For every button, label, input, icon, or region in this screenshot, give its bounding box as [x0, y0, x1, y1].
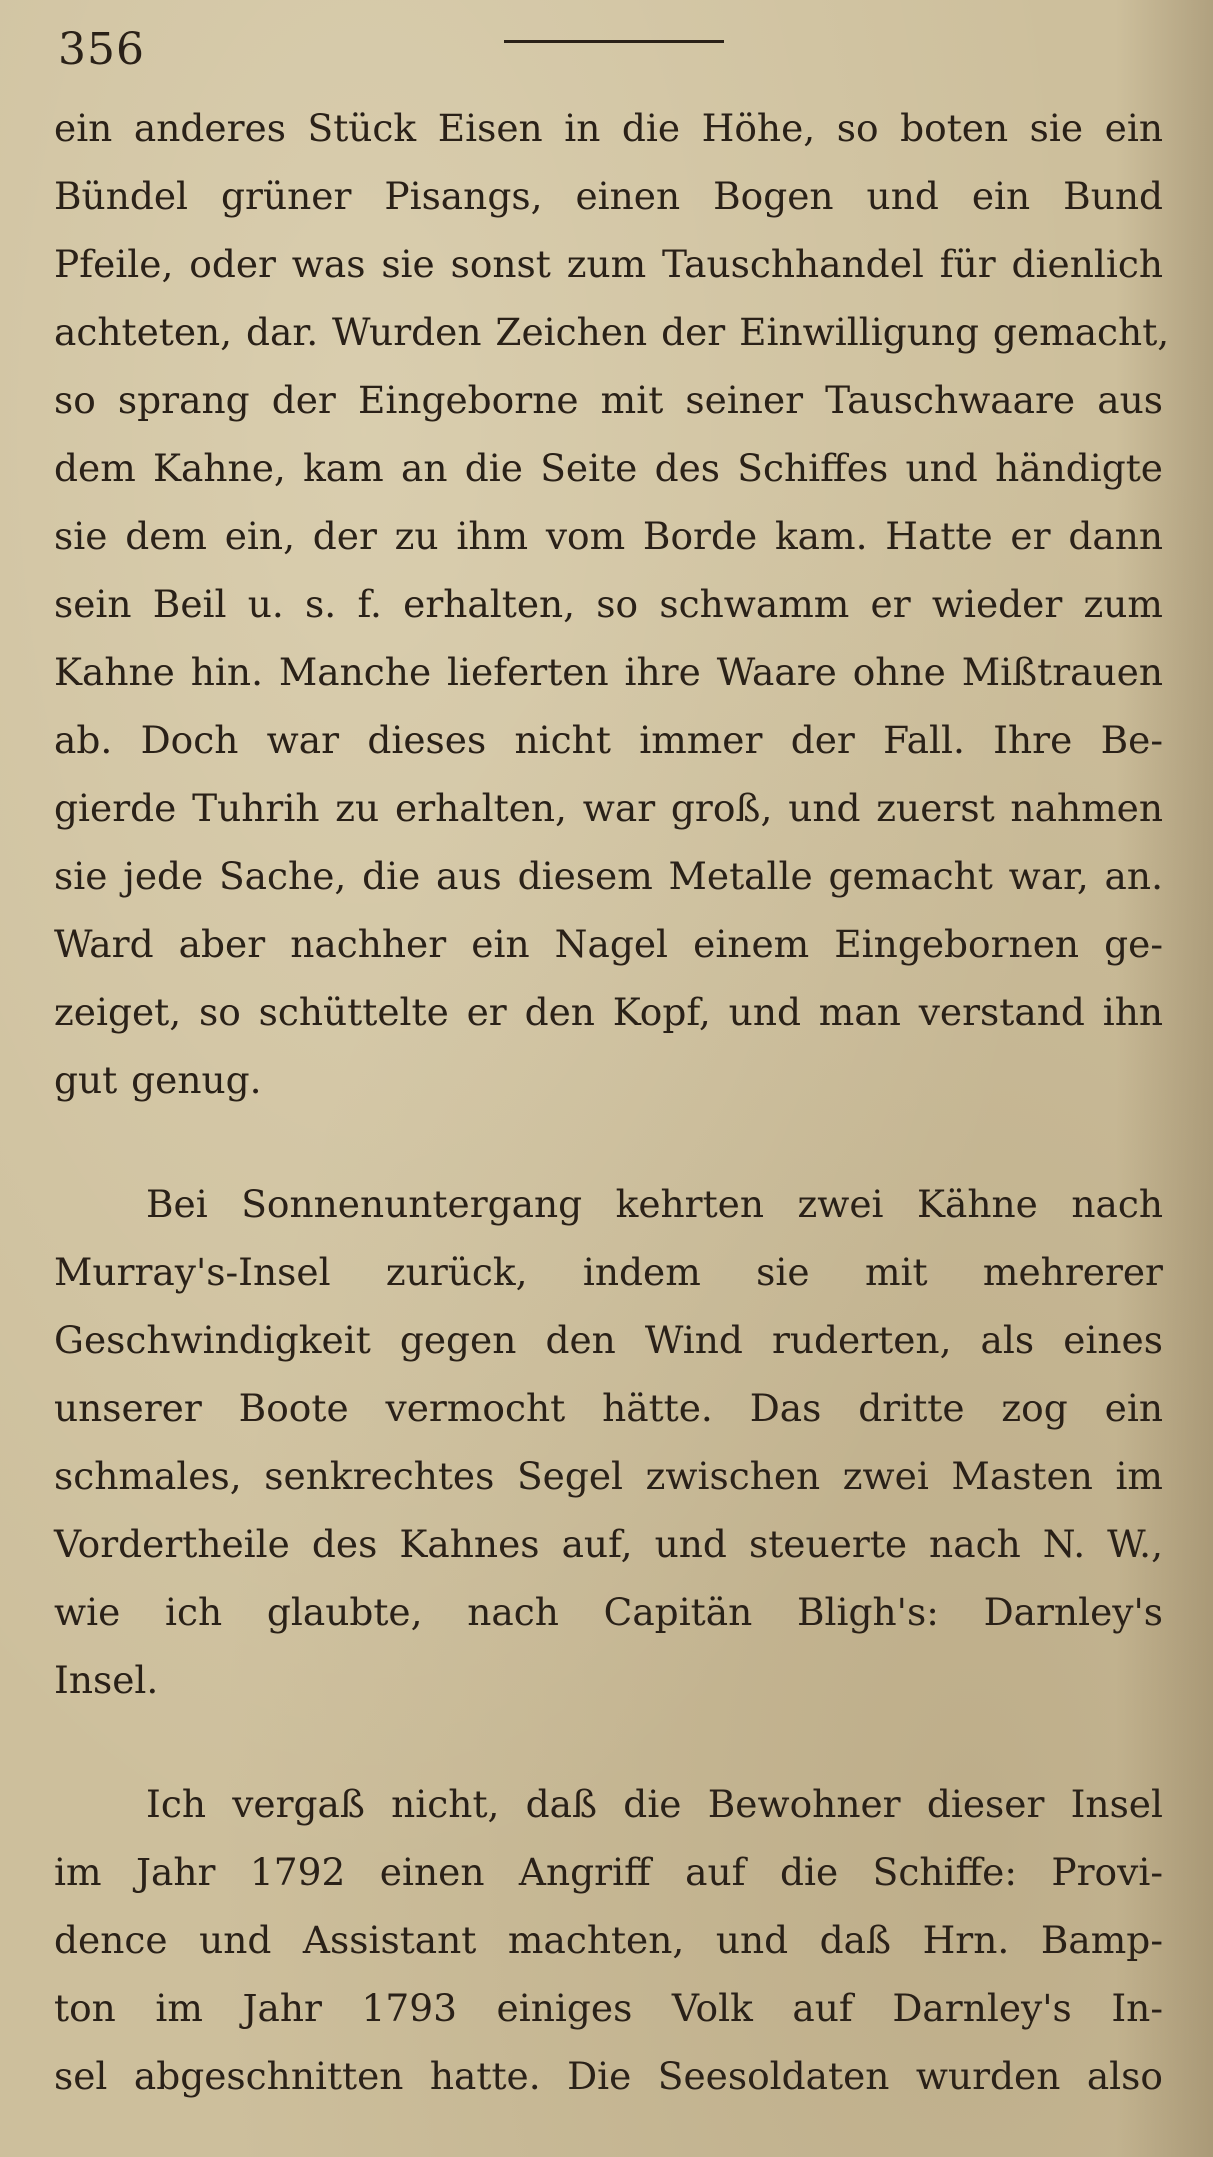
text-line: ein anderes Stück Eisen in die Höhe, so boten sie ein	[54, 106, 1163, 150]
text-line: dem Kahne, kam an die Seite des Schiffes und händigte	[54, 446, 1163, 490]
text-line: Bei Sonnenuntergang kehrten zwei Kähne nach	[146, 1182, 1163, 1226]
text-line: gut genug.	[54, 1058, 262, 1102]
header-rule	[504, 40, 724, 43]
page-number: 356	[58, 24, 145, 75]
text-line: sie dem ein, der zu ihm vom Borde kam. Hatte er dann	[54, 514, 1163, 558]
text-line: dence und Assistant machten, und daß Hrn. Bamp-	[54, 1918, 1163, 1962]
text-line: gierde Tuhrih zu erhalten, war groß, und zuerst nahmen	[54, 786, 1163, 830]
text-line: im Jahr 1792 einen Angriff auf die Schiffe: Provi-	[54, 1850, 1163, 1894]
page-header	[54, 14, 1163, 76]
paragraph-2	[54, 1170, 1163, 1714]
text-line: ab. Doch war dieses nicht immer der Fall. Ihre Be-	[54, 718, 1163, 762]
text-line: unserer Boote vermocht hätte. Das dritte zog ein	[54, 1386, 1163, 1430]
text-line: so sprang der Eingeborne mit seiner Tauschwaare aus	[54, 378, 1163, 422]
paragraph-3	[54, 1770, 1163, 2110]
text-line: ton im Jahr 1793 einiges Volk auf Darnley's In-	[54, 1986, 1163, 2030]
text-line: Ich vergaß nicht, daß die Bewohner dieser Insel	[146, 1782, 1163, 1826]
text-line: Vordertheile des Kahnes auf, und steuerte nach N. W.,	[54, 1522, 1163, 1566]
text-line: Ward aber nachher ein Nagel einem Eingebornen ge-	[54, 922, 1163, 966]
text-line: wie ich glaubte, nach Capitän Bligh's: Darnley's	[54, 1590, 1163, 1634]
paragraph-1	[54, 94, 1170, 1114]
body-text	[54, 94, 1170, 2110]
text-line: achteten, dar. Wurden Zeichen der Einwilligung gemacht,	[54, 310, 1170, 354]
text-line: sel abgeschnitten hatte. Die Seesoldaten wurden also	[54, 2054, 1163, 2098]
text-line: Kahne hin. Manche lieferten ihre Waare ohne Mißtrauen	[54, 650, 1163, 694]
text-line: zeiget, so schüttelte er den Kopf, und man verstand ihn	[54, 990, 1163, 1034]
paragraph-gap	[54, 1114, 1163, 1170]
text-line: Bündel grüner Pisangs, einen Bogen und ein Bund	[54, 174, 1163, 218]
text-line: sein Beil u. s. f. erhalten, so schwamm er wieder zum	[54, 582, 1163, 626]
text-line: sie jede Sache, die aus diesem Metalle gemacht war, an.	[54, 854, 1163, 898]
paragraph-gap	[54, 1714, 1163, 1770]
text-line: Murray's-Insel zurück, indem sie mit mehrerer	[54, 1250, 1163, 1294]
text-line: Pfeile, oder was sie sonst zum Tauschhandel für dienlich	[54, 242, 1163, 286]
text-line: schmales, senkrechtes Segel zwischen zwei Masten im	[54, 1454, 1163, 1498]
text-line: Insel.	[54, 1658, 159, 1702]
text-line: Geschwindigkeit gegen den Wind ruderten, als eines	[54, 1318, 1163, 1362]
